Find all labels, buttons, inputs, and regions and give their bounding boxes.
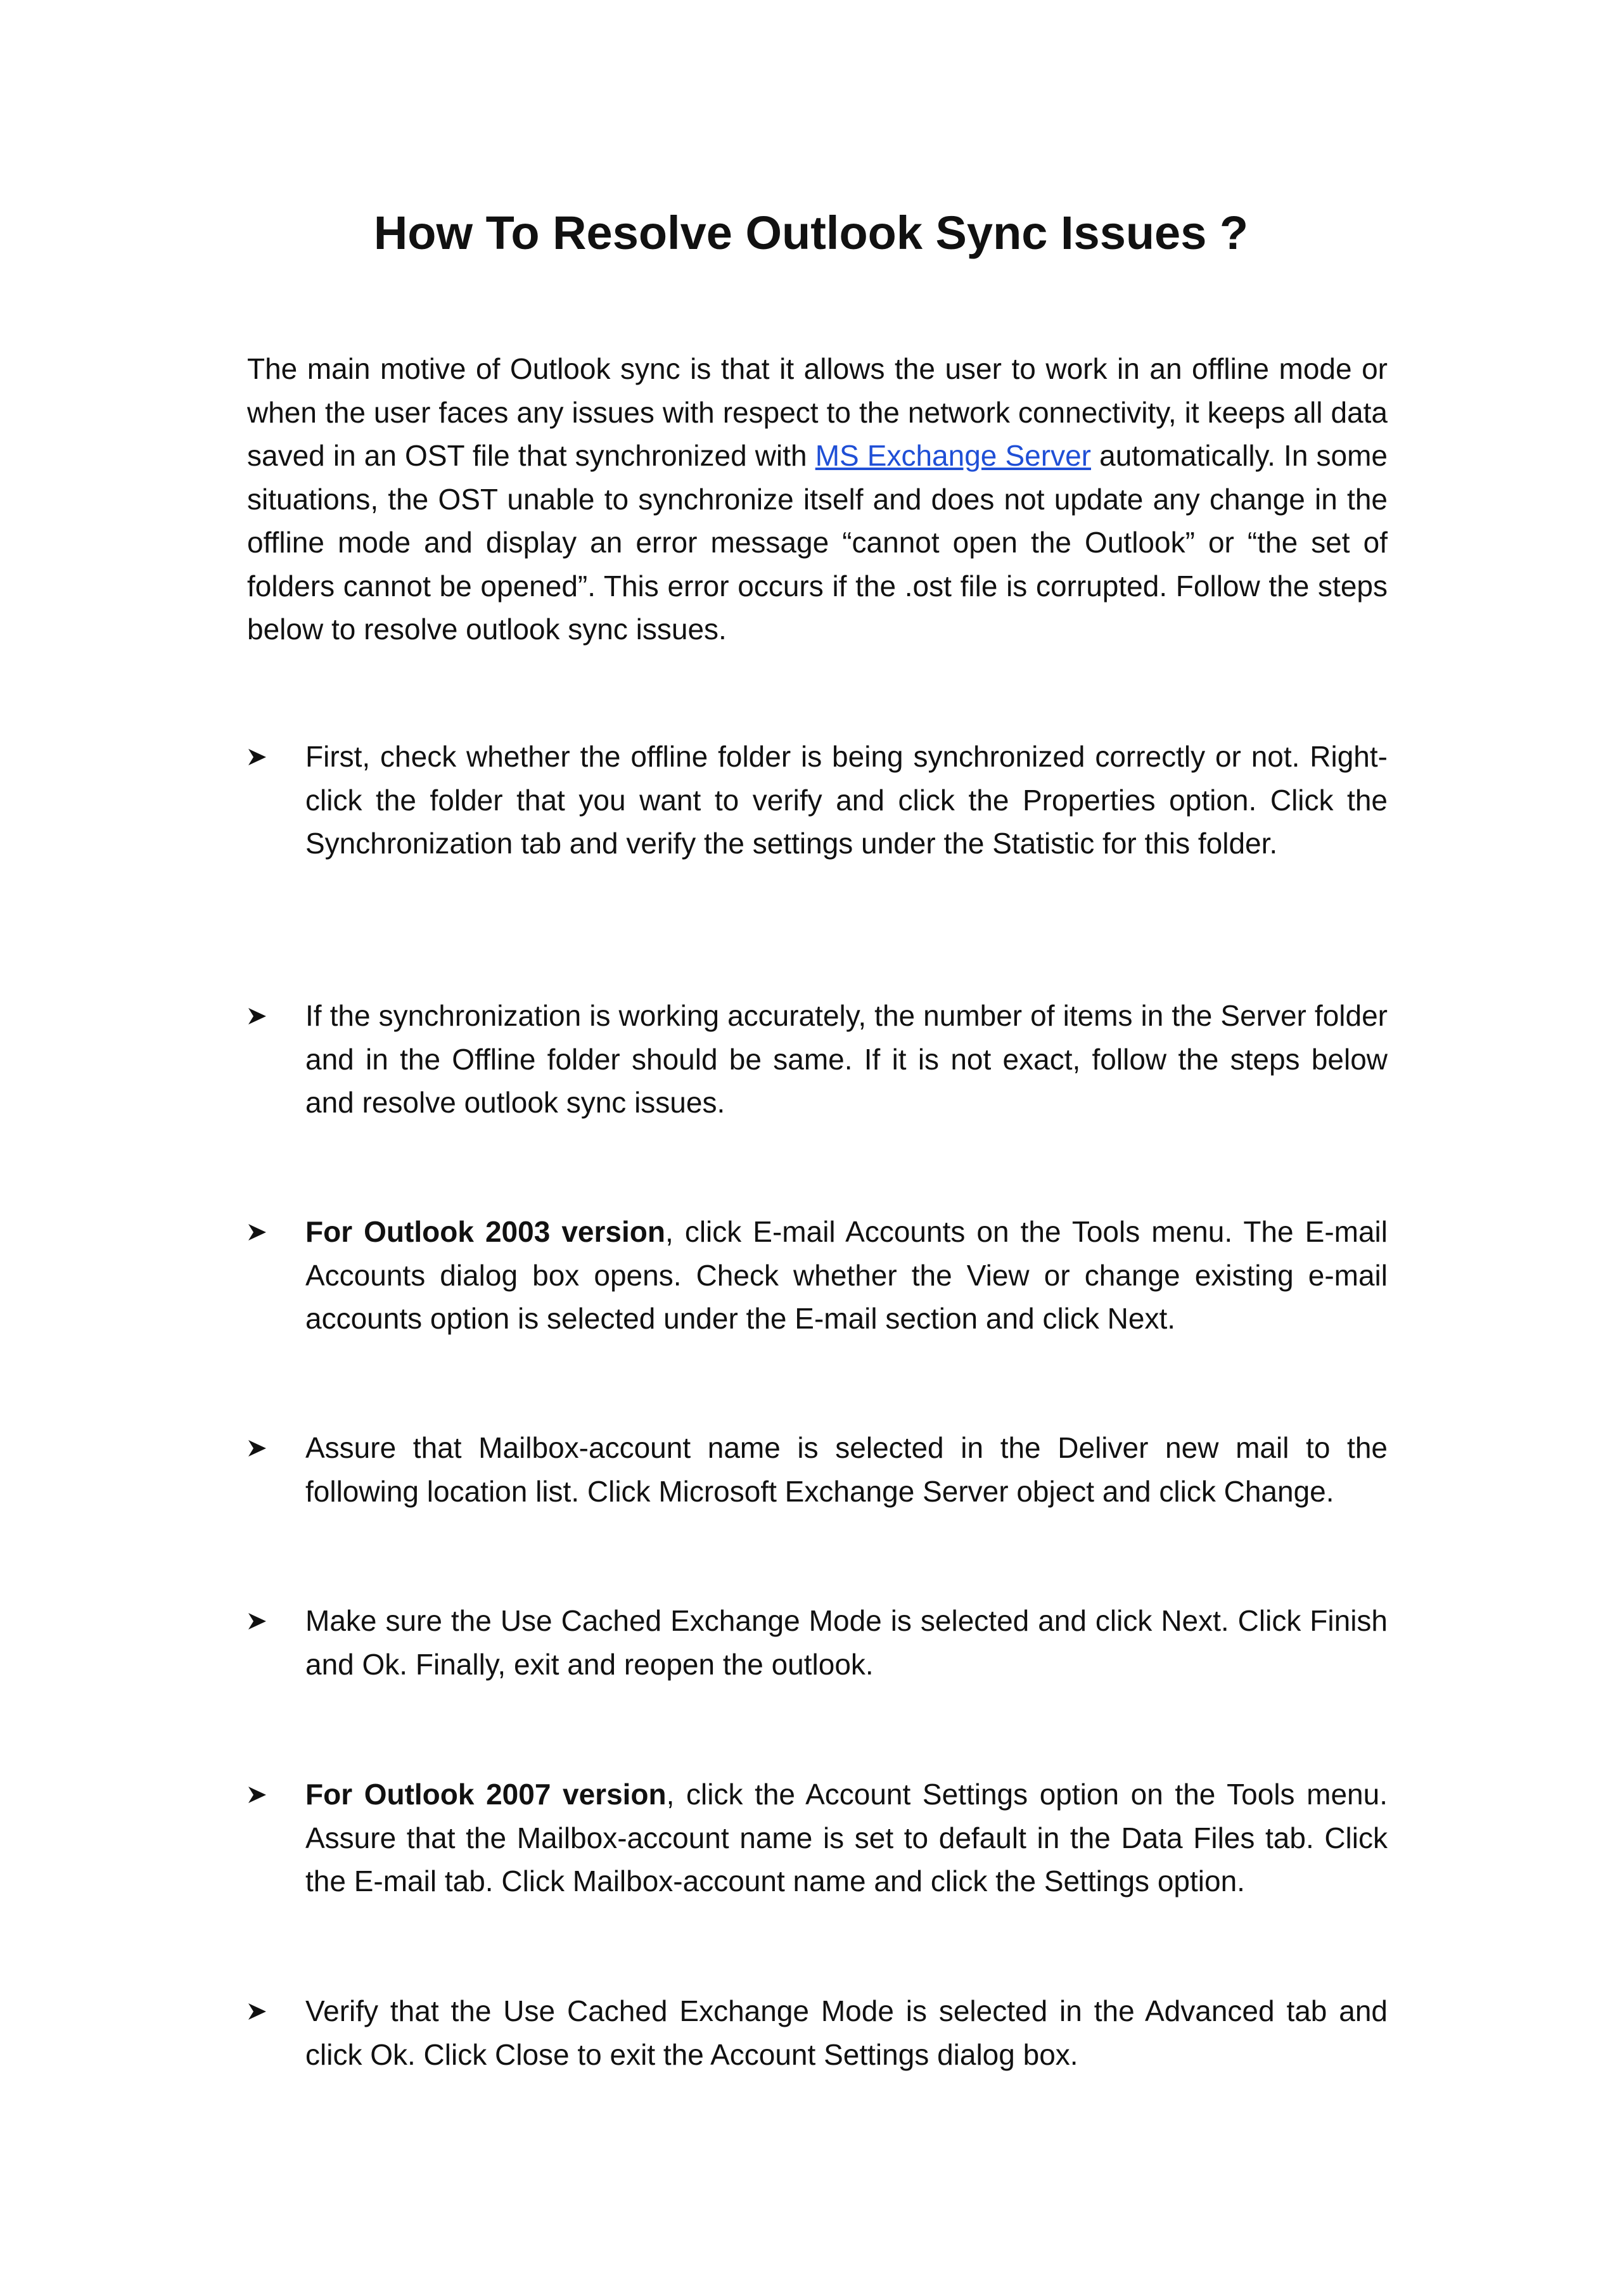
arrowhead-bullet-icon — [247, 1210, 272, 1253]
list-item-body: Assure that Mailbox-account name is selected in the Deliver new mail to the following location list. Click Microsoft Exchange Server object and click Change. — [305, 1431, 1388, 1508]
intro-text-start: The main motive of Outlook sync is that it allows the user to work in an offline mode or when the user faces any issues with respect to the network connectivity, it keeps all data saved in an OST file that synchronized with — [247, 352, 1388, 472]
list-item-text — [305, 1426, 1388, 1513]
list-item-body: If the synchronization is working accurately, the number of items in the Server folder and in the Offline folder should be same. If it is not exact, follow the steps below and resolve outlook sync issues. — [305, 999, 1388, 1119]
list-item-bold: For Outlook 2007 version — [305, 1778, 667, 1811]
arrowhead-bullet-icon — [247, 1773, 272, 1816]
list-item — [247, 1773, 1388, 1903]
list-item-text — [305, 1989, 1388, 2076]
list-item-body: Make sure the Use Cached Exchange Mode is selected and click Next. Click Finish and Ok. Finally, exit and reopen the outlook. — [305, 1604, 1388, 1681]
arrowhead-bullet-icon — [247, 1989, 272, 2032]
intro-text-end: automatically. In some situations, the OST unable to synchronize itself and does not update any change in the offline mode and display an error message “cannot open the Outlook” or “the set of folders cannot be opened”. This error occurs if the .ost file is corrupted. Follow the steps below to resolve outlook sync issues. — [247, 439, 1388, 646]
list-item-text — [305, 1773, 1388, 1903]
list-item-body: First, check whether the offline folder is being synchronized correctly or not. Right-click the folder that you want to verify and click the Properties option. Click the Synchronization tab and verify the settings under the Statistic for this folder. — [305, 740, 1388, 860]
ms-exchange-server-link[interactable]: MS Exchange Server — [815, 439, 1091, 472]
arrowhead-bullet-icon — [247, 994, 272, 1037]
arrowhead-bullet-icon — [247, 1426, 272, 1469]
list-item-bold: For Outlook 2003 version — [305, 1215, 665, 1248]
list-item-body: Verify that the Use Cached Exchange Mode is selected in the Advanced tab and click Ok. Click Close to exit the Account Settings dialog box. — [305, 1994, 1388, 2071]
list-item — [247, 1599, 1388, 1686]
arrowhead-bullet-icon — [247, 735, 272, 778]
list-item-body: , click the Account Settings option on the Tools menu. Assure that the Mailbox-account name is set to default in the Data Files tab. Click the E-mail tab. Click Mailbox-account name and click the Settings option. — [305, 1778, 1388, 1897]
list-item-text — [305, 735, 1388, 865]
list-item — [247, 994, 1388, 1125]
list-item-body: , click E-mail Accounts on the Tools menu. The E-mail Accounts dialog box opens. Check whether the View or change existing e-mail accounts option is selected under the E-mail section and click Next. — [305, 1215, 1388, 1335]
page-title: How To Resolve Outlook Sync Issues ? — [373, 207, 1249, 259]
list-item-text — [305, 1210, 1388, 1341]
intro-paragraph — [247, 347, 1388, 651]
list-item-text — [305, 1599, 1388, 1686]
list-item-text — [305, 994, 1388, 1125]
arrowhead-bullet-icon — [247, 1599, 272, 1642]
list-item — [247, 1989, 1388, 2076]
list-item — [247, 735, 1388, 865]
list-item — [247, 1210, 1388, 1341]
list-item — [247, 1426, 1388, 1513]
